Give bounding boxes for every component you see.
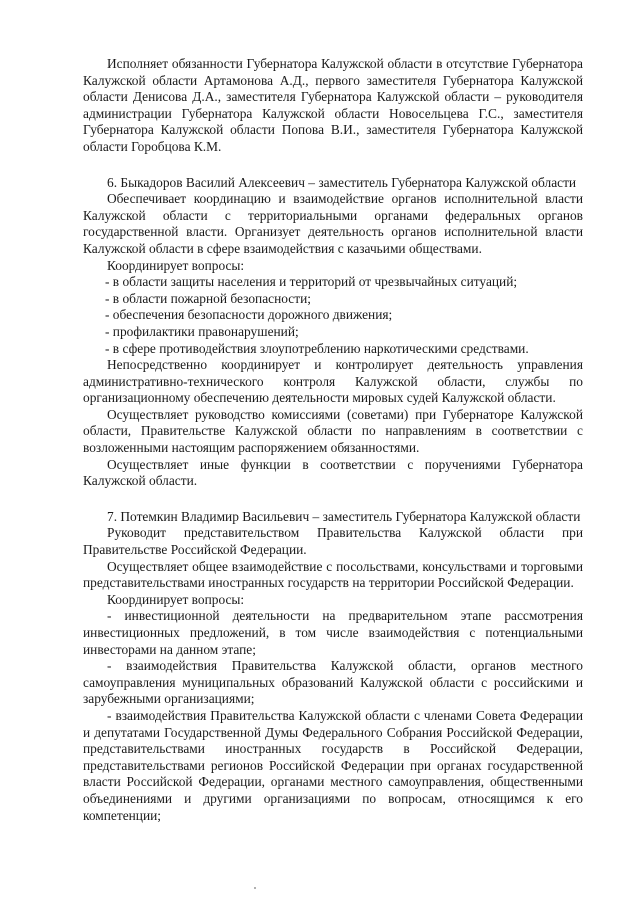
section-7-coord-label: Координирует вопросы: xyxy=(107,591,245,607)
section-6-paragraph-3: Осуществляет руководство комиссиями (советами) при Губернаторе Калужской области, Правительстве Калужской области по направлениям в соответствии с возложенными настоящим распоряжением обязанностями. xyxy=(83,406,583,456)
section-6-paragraph-4: Осуществляет иные функции в соответствии с поручениями Губернатора Калужской области. xyxy=(83,456,583,489)
spacer xyxy=(83,156,583,175)
section-7-paragraph-1: Руководит представительством Правительства Калужской области при Правительстве Российской Федерации. xyxy=(83,525,583,558)
section-6-coord-item-4: - профилактики правонарушений; xyxy=(105,323,299,339)
section-6-paragraph-1: Обеспечивает координацию и взаимодействие органов исполнительной власти Калужской области с территориальными органами федеральных органов государственной власти. Организует деятельность органов исполнительной власти Калужской области в сфере взаимодействия с казачьими обществами. xyxy=(83,191,583,256)
section-6-coord-item-2: - в области пожарной безопасности; xyxy=(105,290,311,306)
document-page xyxy=(83,56,583,824)
spacer xyxy=(83,490,583,509)
page-speck xyxy=(254,887,256,889)
section-7-paragraph-2: Осуществляет общее взаимодействие с посольствами, консульствами и торговыми представительствами иностранных государств на территории Российской Федерации. xyxy=(83,558,583,591)
section-6-coord-label: Координирует вопросы: xyxy=(107,257,245,273)
section-6-coord-item-1: - в области защиты населения и территорий от чрезвычайных ситуаций; xyxy=(105,274,518,290)
section-7-coord-item-3: - взаимодействия Правительства Калужской области с членами Совета Федерации и депутатами Государственной Думы Федерального Собрания Российской Федерации, представительствами иностранных государств в Российской Федерации, представительствами регионов Российской Федерации при органах государственной власти Российской Федерации, органами местного самоуправления, общественными объединениями и другими организациями по вопросам, относящимся к его компетенции; xyxy=(83,707,583,823)
section-6-coord-item-3: - обеспечения безопасности дорожного движения; xyxy=(105,307,393,323)
section-6-heading: 6. Быкадоров Василий Алексеевич – заместитель Губернатора Калужской области xyxy=(107,174,577,190)
section-7-heading: 7. Потемкин Владимир Васильевич – заместитель Губернатора Калужской области xyxy=(107,508,581,524)
section-7-coord-item-1: - инвестиционной деятельности на предварительном этапе рассмотрения инвестиционных предложений, в том числе взаимодействия с потенциальными инвесторами на данном этапе; xyxy=(83,608,583,657)
section-6-paragraph-2: Непосредственно координирует и контролирует деятельность управления административно-технического контроля Калужской области, службы по организационному обеспечению деятельности мировых судей Калужской области. xyxy=(83,357,583,406)
section-6-coord-item-5: - в сфере противодействия злоупотреблению наркотическими средствами. xyxy=(105,340,529,356)
intro-paragraph: Исполняет обязанности Губернатора Калужской области в отсутствие Губернатора Калужской области Артамонова А.Д., первого заместителя Губернатора Калужской области Денисова Д.А., заместителя Губернатора Калужской области – руководителя администрации Губернатора Калужской области Новосельцева Г.С., заместителя Губернатора Калужской области Попова В.И., заместителя Губернатора Калужской области Горобцова К.М. xyxy=(83,56,583,154)
section-7-coord-item-2: - взаимодействия Правительства Калужской области, органов местного самоуправления муниципальных образований Калужской области с российскими и зарубежными организациями; xyxy=(83,658,583,707)
